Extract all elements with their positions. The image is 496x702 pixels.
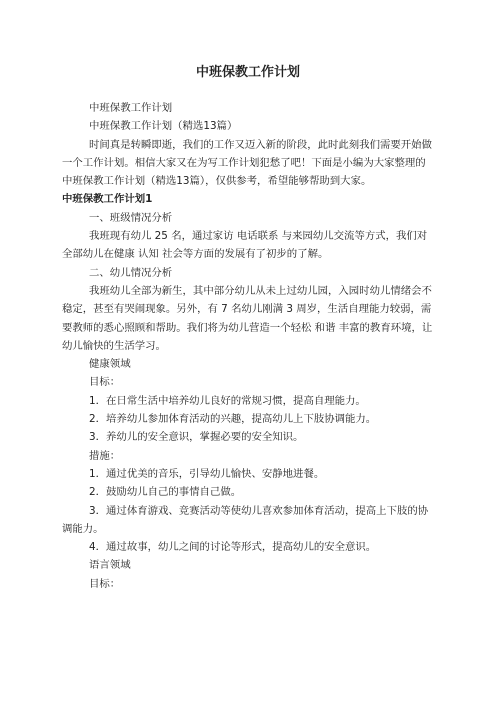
list-item: 2．培养幼儿参加体育活动的兴趣，提高幼儿上下肢协调能力。 (89, 413, 377, 426)
list-item: 3．通过体育游戏、竞赛活动等使幼儿喜欢参加体育活动，提高上下肢的协调能力。 (62, 504, 429, 535)
domain-heading: 健康领域 (89, 358, 131, 371)
list-item: 3．养幼儿的安全意识，掌握必要的安全知识。 (89, 431, 304, 444)
subsection-heading: 一、班级情况分析 (89, 211, 173, 224)
list-item: 1．在日常生活中培养幼儿良好的常规习惯，提高自理能力。 (89, 394, 366, 407)
list-item: 1．通过优美的音乐，引导幼儿愉快、安静地进餐。 (89, 467, 325, 480)
paragraph-body: 我班幼儿全部为新生，其中部分幼儿从未上过幼儿园，入园时幼儿情绪会不稳定，甚至有哭闹现象。另外，有 7 名幼儿刚满 3 周岁，生活自理能力较弱，需要教师的悉心照顾和帮助。我们将为幼儿营造一个轻松 和谐 丰富的教育环境，让幼儿愉快的生活学习。 (62, 284, 433, 352)
paragraph-intro: 时间真是转瞬即逝，我们的工作又迈入新的阶段，此时此刻我们需要开始做一个工作计划。相信大家又在为写工作计划犯愁了吧！下面是小编为大家整理的中班保教工作计划（精选13篇），仅供参考，希望能够帮助到大家。 (62, 138, 432, 188)
measures-label: 措施： (89, 449, 121, 462)
goals-label: 目标： (89, 577, 121, 590)
list-item: 4．通过故事，幼儿之间的讨论等形式，提高幼儿的安全意识。 (89, 541, 377, 554)
paragraph-heading: 中班保教工作计划 (89, 102, 173, 114)
paragraph-subtitle: 中班保教工作计划（精选13篇） (89, 120, 238, 133)
goals-label: 目标： (89, 376, 121, 389)
domain-heading: 语言领域 (89, 559, 131, 572)
section-heading: 中班保教工作计划1 (62, 193, 153, 206)
document-title: 中班保教工作计划 (195, 65, 300, 80)
list-item: 2．鼓励幼儿自己的事情自己做。 (89, 486, 242, 499)
paragraph-body: 我班现有幼儿 25 名，通过家访 电话联系 与来园幼儿交流等方式，我们对全部幼儿在健康 认知 社会等方面的发展有了初步的了解。 (62, 230, 428, 261)
subsection-heading: 二、幼儿情况分析 (89, 266, 173, 279)
